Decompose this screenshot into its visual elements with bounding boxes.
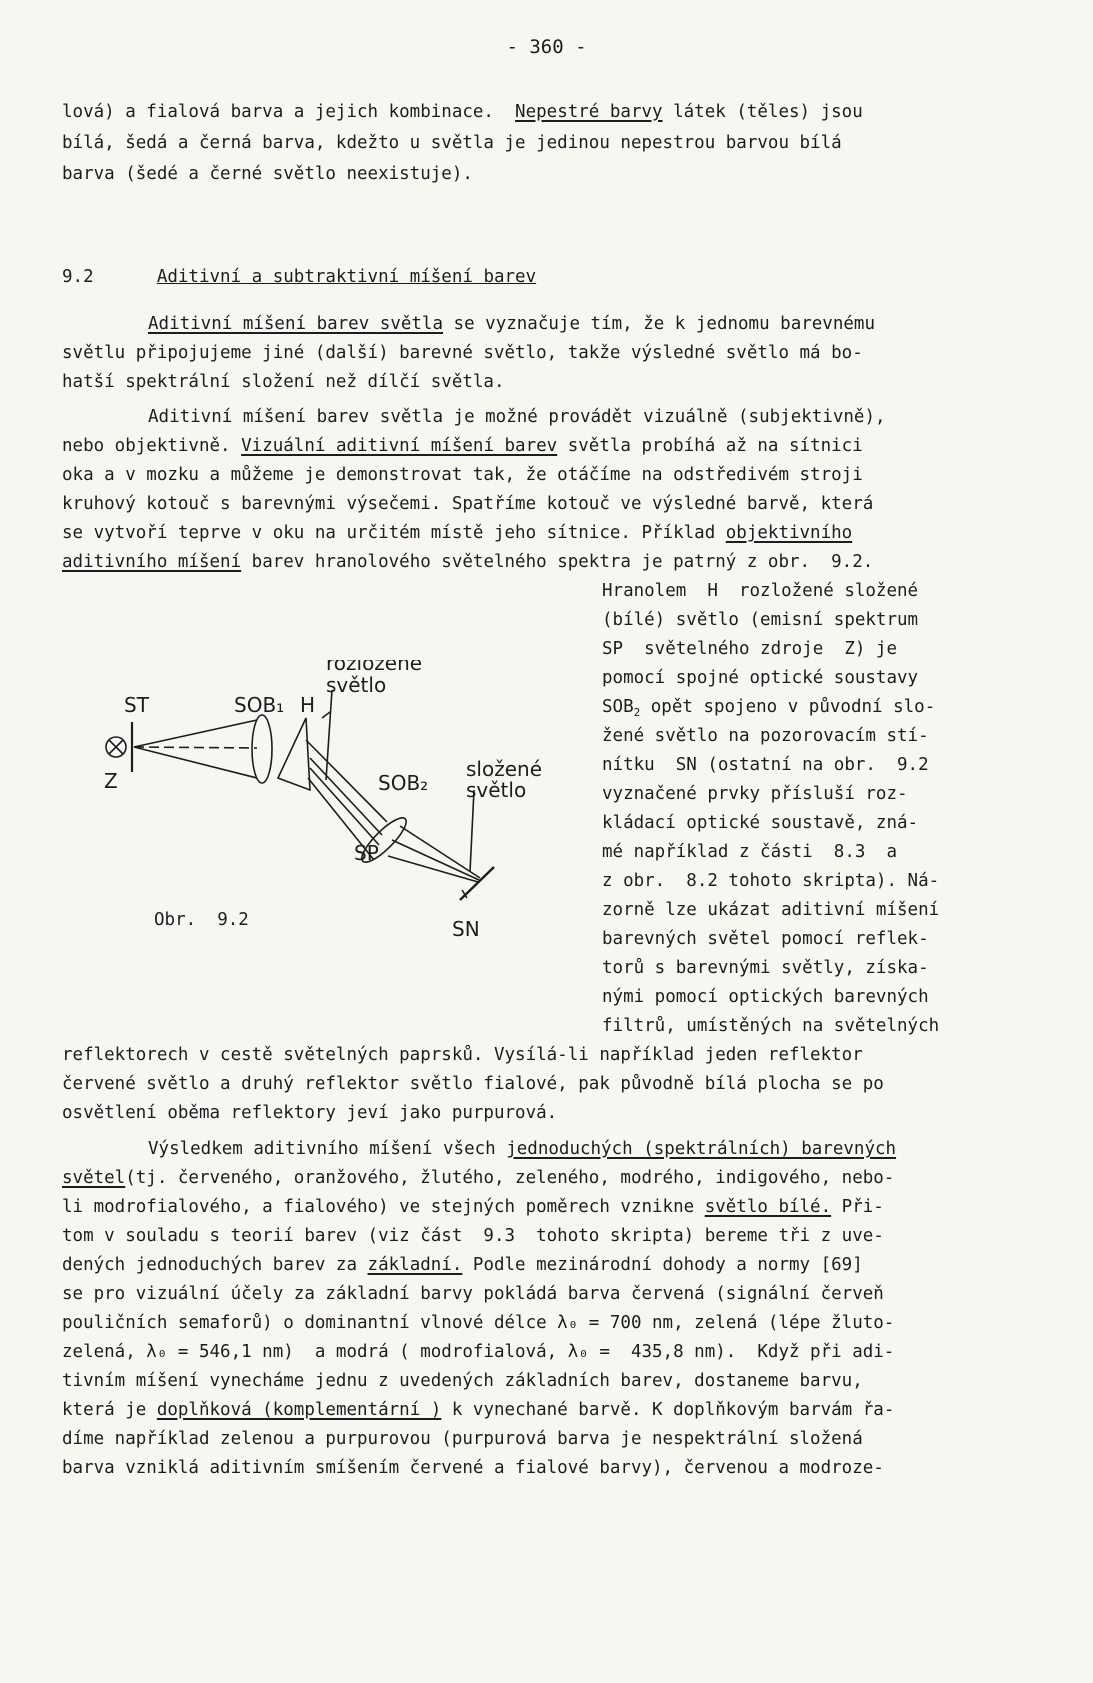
text-line: $SOB_2$ opět spojeno v původní slo-	[602, 697, 936, 719]
text-line: žené světlo na pozorovacím stí-	[602, 726, 929, 746]
text-line: barevných světel pomocí reflek-	[602, 929, 929, 949]
text-line: Aditivní míšení barev světla se vyznačuje tím, že k jednomu barevnému	[148, 314, 875, 334]
text-line: světlu připojujeme jiné (další) barevné světlo, takže výsledné světlo má bo-	[62, 343, 863, 363]
text-line: bílá, šedá a černá barva, kdežto u světla je jedinou nepestrou barvou bílá	[62, 133, 842, 153]
label-z: Z	[104, 769, 118, 793]
text-line: dených jednoduchých barev za základní. Podle mezinárodní dohody a normy [69]	[62, 1255, 863, 1275]
text-line: nítku SN (ostatní na obr. 9.2	[602, 755, 929, 775]
label-sob2: SOB₂	[378, 771, 429, 795]
text-line: tivním míšení vynecháme jednu z uvedených základních barev, dostaneme barvu,	[62, 1371, 863, 1391]
text-line: světel(tj. červeného, oranžového, žlutého, zeleného, modrého, indigového, nebo-	[62, 1168, 895, 1188]
text-line: nými pomocí optických barevných	[602, 987, 929, 1007]
label-sn: SN	[452, 917, 480, 941]
text-line: reflektorech v cestě světelných paprsků. Vysílá-li například jeden reflektor	[62, 1045, 863, 1065]
text-line: pouličních semaforů) o dominantní vlnové délce λ₀ = 700 nm, zelená (lépe žluto-	[62, 1313, 895, 1333]
text-line: barva (šedé a černé světlo neexistuje).	[62, 164, 473, 184]
prism-h	[278, 718, 310, 790]
text-line: kládací optické soustavě, zná-	[602, 813, 919, 833]
figure-prism-diagram	[82, 660, 602, 1020]
figure-caption: Obr. 9.2	[154, 910, 249, 930]
page-number: - 360 -	[506, 36, 587, 58]
text-line: osvětlení oběma reflektory jeví jako purpurová.	[62, 1103, 558, 1123]
text-line: se vytvoří teprve v oku na určitém místě jeho sítnice. Příklad objektivního	[62, 523, 853, 543]
label-sp: SP	[354, 841, 379, 865]
text-line: aditivního míšení barev hranolového světelného spektra je patrný z obr. 9.2.	[62, 552, 874, 572]
label-st: ST	[124, 693, 149, 717]
text-line: Výsledkem aditivního míšení všech jednoduchých (spektrálních) barevných	[148, 1139, 897, 1159]
label-sob1: SOB₁	[234, 693, 285, 717]
text-line: torů s barevnými světly, získa-	[602, 958, 929, 978]
label-h: H	[300, 693, 316, 717]
lens-sob1	[252, 715, 272, 783]
text-line: se pro vizuální účely za základní barvy pokládá barva červená (signální červeň	[62, 1284, 884, 1304]
text-line: tom v souladu s teorií barev (viz část 9.3 tohoto skripta) bereme tři z uve-	[62, 1226, 884, 1246]
text-line: mé například z části 8.3 a	[602, 842, 898, 862]
text-line: hatší spektrální složení než dílčí světla.	[62, 372, 505, 392]
text-line: pomocí spojné optické soustavy	[602, 668, 919, 688]
text-line: Hranolem H rozložené složené	[602, 581, 919, 601]
optics-diagram	[82, 660, 602, 1020]
text-line: barva vzniklá aditivním smíšením červené a fialové barvy), červenou a modroze-	[62, 1458, 884, 1478]
text-line: která je doplňková (komplementární ) k vynechané barvě. K doplňkovým barvám řa-	[62, 1400, 895, 1420]
text-line: zelená, λ₀ = 546,1 nm) a modrá ( modrofialová, λ₀ = 435,8 nm). Když při adi-	[62, 1342, 895, 1362]
label-rozlozene-svetlo: světlo	[326, 673, 387, 697]
text-line: (bílé) světlo (emisní spektrum	[602, 610, 919, 630]
text-line: oka a v mozku a můžeme je demonstrovat tak, že otáčíme na odstředivém stroji	[62, 465, 863, 485]
text-line: z obr. 8.2 tohoto skripta). Ná-	[602, 871, 940, 891]
label-slozene: složené	[466, 757, 542, 781]
label-slozene-svetlo: světlo	[466, 778, 527, 802]
text-line: lová) a fialová barva a jejich kombinace. Nepestré barvy látek (těles) jsou	[62, 102, 863, 122]
text-line: li modrofialového, a fialového) ve stejných poměrech vznikne světlo bílé. Při-	[62, 1197, 884, 1217]
text-line: Aditivní míšení barev světla je možné provádět vizuálně (subjektivně),	[148, 407, 886, 427]
text-line: filtrů, umístěných na světelných	[602, 1016, 940, 1036]
text-line: zorně lze ukázat aditivní míšení	[602, 900, 940, 920]
text-line: SP světelného zdroje Z) je	[602, 639, 898, 659]
section-title: Aditivní a subtraktivní míšení barev	[156, 267, 537, 287]
text-line: červené světlo a druhý reflektor světlo fialové, pak původně bílá plocha se po	[62, 1074, 884, 1094]
text-line: vyznačené prvky přísluší roz-	[602, 784, 908, 804]
section-number: 9.2	[62, 267, 94, 287]
text-line: díme například zelenou a purpurovou (purpurová barva je nespektrální složená	[62, 1429, 863, 1449]
label-rozlozene: rozložené	[326, 660, 423, 675]
section-heading	[62, 267, 536, 287]
text-line: kruhový kotouč s barevnými výsečemi. Spatříme kotouč ve výsledné barvě, která	[62, 494, 874, 514]
text-line: nebo objektivně. Vizuální aditivní míšení barev světla probíhá až na sítnici	[62, 436, 863, 456]
